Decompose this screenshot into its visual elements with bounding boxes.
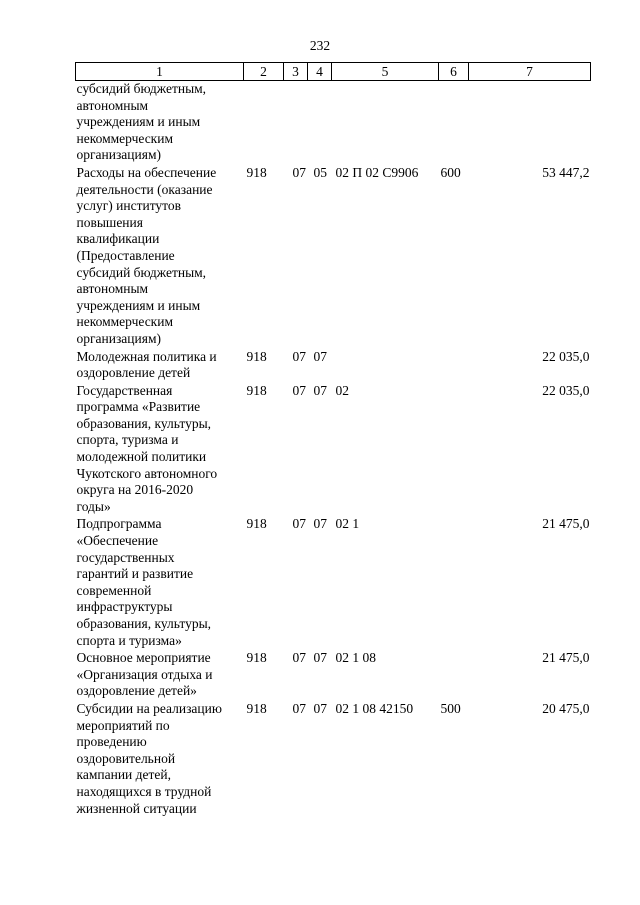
line-item-name-text: субсидий бюджетным, [76,264,207,280]
expense-type: 600 [440,164,461,180]
amount: 20 475,0 [542,700,590,716]
line-item-name-text: субсидий бюджетным, [76,81,207,96]
line-item-name-text: спорта и туризма» [76,632,182,648]
expense-type [439,516,469,650]
expense-type: 500 [440,700,461,716]
line-item-name-text: «Обеспечение [76,533,159,549]
col-header-5: 5 [332,63,439,81]
line-item-name-text: Государственная [76,382,173,398]
budget-table [75,62,591,818]
target-article: 02 1 08 [335,650,376,666]
line-item-name [76,650,244,701]
section-code: 07 [292,650,306,666]
line-item-name-text: находящихся в трудной [76,783,212,799]
line-item-name-text: современной [76,582,152,598]
line-item-name-text: организациям) [76,147,162,163]
admin-code: 918 [246,516,267,532]
subsection-code [308,81,332,165]
admin-code [244,81,284,165]
line-item-name-text: государственных [76,549,175,565]
line-item-name-text: проведению [76,734,147,750]
line-item-name-text: автономным [76,97,149,113]
line-item-name-text: образования, культуры, [76,415,212,431]
section-code: 07 [292,700,306,716]
line-item-name-text: Расходы на обеспечение [76,164,217,180]
line-item-name-text: учреждениям и иным [76,114,201,130]
line-item-name [76,165,244,349]
subsection-code: 07 [313,650,327,666]
subsection-code: 07 [313,516,327,532]
subsection-code: 05 [313,164,327,180]
line-item-name-text: жизненной ситуации [76,800,197,816]
table-body [76,81,591,819]
line-item-name-text: мероприятий по [76,717,170,733]
section-code: 07 [292,348,306,364]
admin-code: 918 [246,348,267,364]
amount: 22 035,0 [542,382,590,398]
table-row [76,516,591,650]
line-item-name-text: программа «Развитие [76,399,201,415]
expense-type [439,349,469,383]
line-item-name-text: Субсидии на реализацию [76,700,222,716]
expense-type [439,383,469,517]
section-code: 07 [292,164,306,180]
line-item-name-text: Чукотского автономного [76,465,218,481]
line-item-name-text: некоммерческим [76,314,174,330]
line-item-name-text: молодежной политики [76,449,207,465]
col-header-7: 7 [469,63,591,81]
line-item-name-text: повышения [76,214,143,230]
target-article [332,349,439,383]
table-row [76,165,591,349]
expense-type [439,81,469,165]
table-row [76,650,591,701]
line-item-name-text: деятельности (оказание [76,181,213,197]
amount: 53 447,2 [542,164,590,180]
target-article [332,81,439,165]
line-item-name-text: учреждениям и иным [76,297,201,313]
expense-type [439,650,469,701]
line-item-name-text: оздоровление детей [76,365,191,381]
amount [469,81,591,165]
subsection-code: 07 [313,348,327,364]
line-item-name-text: организациям) [76,330,162,346]
section-code [284,81,308,165]
line-item-name [76,516,244,650]
line-item-name-text: Подпрограмма [76,516,162,532]
col-header-3: 3 [284,63,308,81]
line-item-name-text: годы» [76,498,111,514]
amount: 22 035,0 [542,348,590,364]
header-row [76,63,591,81]
line-item-name-text: оздоровление детей» [76,683,197,699]
line-item-name-text: инфраструктуры [76,599,173,615]
line-item-name-text: кампании детей, [76,767,172,783]
admin-code: 918 [246,700,267,716]
admin-code: 918 [246,164,267,180]
section-code: 07 [292,382,306,398]
table-row [76,701,591,818]
subsection-code: 07 [313,382,327,398]
col-header-4: 4 [308,63,332,81]
line-item-name-text: услуг) институтов [76,198,182,214]
table-row [76,383,591,517]
target-article: 02 П 02 С9906 [335,164,419,180]
target-article: 02 1 08 42150 [335,700,414,716]
target-article: 02 [335,382,349,398]
target-article: 02 1 [335,516,360,532]
line-item-name-text: Молодежная политика и [76,348,217,364]
subsection-code: 07 [313,700,327,716]
line-item-name-text: образования, культуры, [76,616,212,631]
col-header-2: 2 [244,63,284,81]
line-item-name-text: «Организация отдыха и [76,666,213,682]
line-item-name-text: спорта, туризма и [76,432,179,448]
line-item-name-text: (Предоставление [76,247,175,263]
line-item-name [76,349,244,383]
line-item-name-text: округа на 2016-2020 [76,482,194,498]
line-item-name [76,383,244,517]
line-item-name-text: оздоровительной [76,750,176,766]
line-item-name [76,81,244,165]
line-item-name-text: Основное мероприятие [76,650,211,666]
admin-code: 918 [246,650,267,666]
section-code: 07 [292,516,306,532]
table-row [76,81,591,165]
admin-code: 918 [246,382,267,398]
line-item-name-text: некоммерческим [76,130,174,146]
amount: 21 475,0 [542,516,590,532]
page-number: 232 [309,38,331,53]
line-item-name [76,701,244,818]
col-header-6: 6 [439,63,469,81]
line-item-name-text: гарантий и развитие [76,566,194,582]
col-header-1: 1 [76,63,244,81]
line-item-name-text: квалификации [76,231,160,247]
amount: 21 475,0 [542,650,590,666]
table-row [76,349,591,383]
line-item-name-text: автономным [76,281,149,297]
